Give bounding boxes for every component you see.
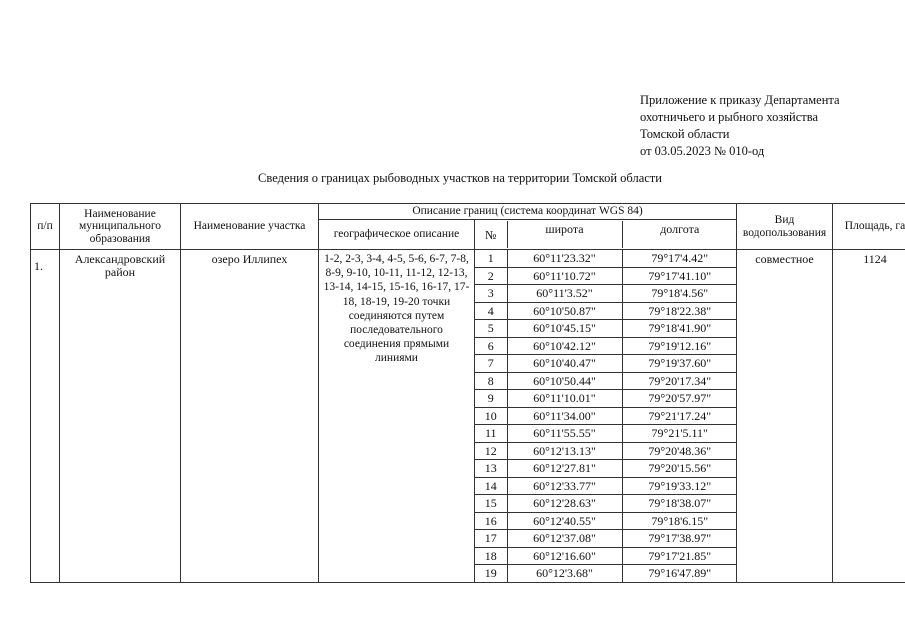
point-latitude: 60°11'55.55"	[507, 425, 622, 443]
coords-table	[475, 250, 737, 582]
point-latitude: 60°10'40.47"	[507, 355, 622, 373]
coord-row	[475, 512, 737, 530]
row-site-name: озеро Иллипех	[181, 250, 319, 583]
appendix-block	[640, 92, 890, 160]
point-longitude: 79°17'41.10"	[622, 267, 737, 285]
point-latitude: 60°12'40.55"	[507, 512, 622, 530]
point-latitude: 60°11'10.72"	[507, 267, 622, 285]
point-longitude: 79°19'33.12"	[622, 477, 737, 495]
point-latitude: 60°10'45.15"	[507, 320, 622, 338]
coord-row	[475, 565, 737, 582]
point-number: 15	[475, 495, 507, 513]
coord-row	[475, 390, 737, 408]
coord-row	[475, 442, 737, 460]
point-number: 6	[475, 337, 507, 355]
appendix-line: от 03.05.2023 № 010-од	[640, 144, 765, 158]
coord-row	[475, 337, 737, 355]
point-longitude: 79°18'4.56"	[622, 285, 737, 303]
appendix-line: Томской области	[640, 127, 730, 141]
coord-row	[475, 355, 737, 373]
coord-row	[475, 495, 737, 513]
row-num: 1.	[31, 250, 60, 583]
coord-row	[475, 285, 737, 303]
point-latitude: 60°11'3.52"	[507, 285, 622, 303]
coord-row	[475, 320, 737, 338]
row-water-use: совместное	[737, 250, 833, 583]
header-point-no: №	[475, 221, 507, 248]
point-longitude: 79°21'5.11"	[622, 425, 737, 443]
point-longitude: 79°19'12.16"	[622, 337, 737, 355]
point-latitude: 60°11'10.01"	[507, 390, 622, 408]
point-number: 19	[475, 565, 507, 582]
point-number: 9	[475, 390, 507, 408]
point-longitude: 79°18'6.15"	[622, 512, 737, 530]
point-number: 10	[475, 407, 507, 425]
point-latitude: 60°10'50.44"	[507, 372, 622, 390]
point-latitude: 60°12'28.63"	[507, 495, 622, 513]
coord-row	[475, 460, 737, 478]
row-municipality: Александровский район	[60, 250, 181, 583]
header-site-name: Наименование участка	[181, 204, 319, 250]
header-latitude: широта	[507, 221, 622, 248]
point-number: 7	[475, 355, 507, 373]
point-number: 1	[475, 250, 507, 267]
header-geo-desc: географическое описание	[319, 220, 475, 250]
header-longitude: долгота	[622, 221, 737, 248]
point-longitude: 79°18'41.90"	[622, 320, 737, 338]
header-boundaries: Описание границ (система координат WGS 84)	[319, 204, 737, 220]
boundaries-table	[30, 203, 905, 583]
coord-row	[475, 372, 737, 390]
point-longitude: 79°18'38.07"	[622, 495, 737, 513]
coords-cell	[475, 250, 737, 583]
point-number: 11	[475, 425, 507, 443]
header-coords	[475, 220, 737, 250]
coords-header-table	[475, 221, 737, 248]
point-longitude: 79°20'17.34"	[622, 372, 737, 390]
point-longitude: 79°20'57.97"	[622, 390, 737, 408]
point-number: 3	[475, 285, 507, 303]
point-latitude: 60°12'27.81"	[507, 460, 622, 478]
point-number: 16	[475, 512, 507, 530]
point-latitude: 60°12'3.68"	[507, 565, 622, 582]
coord-row	[475, 250, 737, 267]
point-latitude: 60°12'33.77"	[507, 477, 622, 495]
point-latitude: 60°10'42.12"	[507, 337, 622, 355]
point-longitude: 79°17'4.42"	[622, 250, 737, 267]
point-longitude: 79°19'37.60"	[622, 355, 737, 373]
row-geo-desc: 1-2, 2-3, 3-4, 4-5, 5-6, 6-7, 7-8, 8-9, 9-10, 10-11, 11-12, 12-13, 13-14, 14-15, 15-16, 16-17, 17-18, 18-19, 19-20 точки соединяются путем последовательного соединения прямыми линиями	[319, 250, 475, 583]
point-latitude: 60°11'23.32"	[507, 250, 622, 267]
point-latitude: 60°11'34.00"	[507, 407, 622, 425]
header-area: Площадь, га	[833, 204, 905, 250]
point-longitude: 79°21'17.24"	[622, 407, 737, 425]
point-number: 8	[475, 372, 507, 390]
coord-row	[475, 425, 737, 443]
point-number: 12	[475, 442, 507, 460]
point-number: 14	[475, 477, 507, 495]
point-number: 18	[475, 547, 507, 565]
header-water-use: Вид водопользования	[737, 204, 833, 250]
point-number: 17	[475, 530, 507, 548]
point-longitude: 79°17'21.85"	[622, 547, 737, 565]
header-municipality: Наименование муниципального образования	[60, 204, 181, 250]
header-num: п/п	[31, 204, 60, 250]
coord-row	[475, 530, 737, 548]
row-area: 1124	[833, 250, 905, 583]
point-latitude: 60°12'37.08"	[507, 530, 622, 548]
coord-row	[475, 302, 737, 320]
point-latitude: 60°12'16.60"	[507, 547, 622, 565]
table-row	[31, 250, 905, 583]
point-longitude: 79°18'22.38"	[622, 302, 737, 320]
point-number: 2	[475, 267, 507, 285]
point-latitude: 60°12'13.13"	[507, 442, 622, 460]
point-longitude: 79°16'47.89"	[622, 565, 737, 582]
point-latitude: 60°10'50.87"	[507, 302, 622, 320]
point-number: 4	[475, 302, 507, 320]
appendix-line: Приложение к приказу Департамента	[640, 93, 840, 107]
document-title: Сведения о границах рыбоводных участков на территории Томской области	[258, 171, 662, 185]
coord-row	[475, 267, 737, 285]
appendix-line: охотничьего и рыбного хозяйства	[640, 110, 819, 124]
point-longitude: 79°20'15.56"	[622, 460, 737, 478]
point-number: 5	[475, 320, 507, 338]
coord-row	[475, 477, 737, 495]
point-number: 13	[475, 460, 507, 478]
point-longitude: 79°20'48.36"	[622, 442, 737, 460]
coord-row	[475, 407, 737, 425]
coord-row	[475, 547, 737, 565]
point-longitude: 79°17'38.97"	[622, 530, 737, 548]
